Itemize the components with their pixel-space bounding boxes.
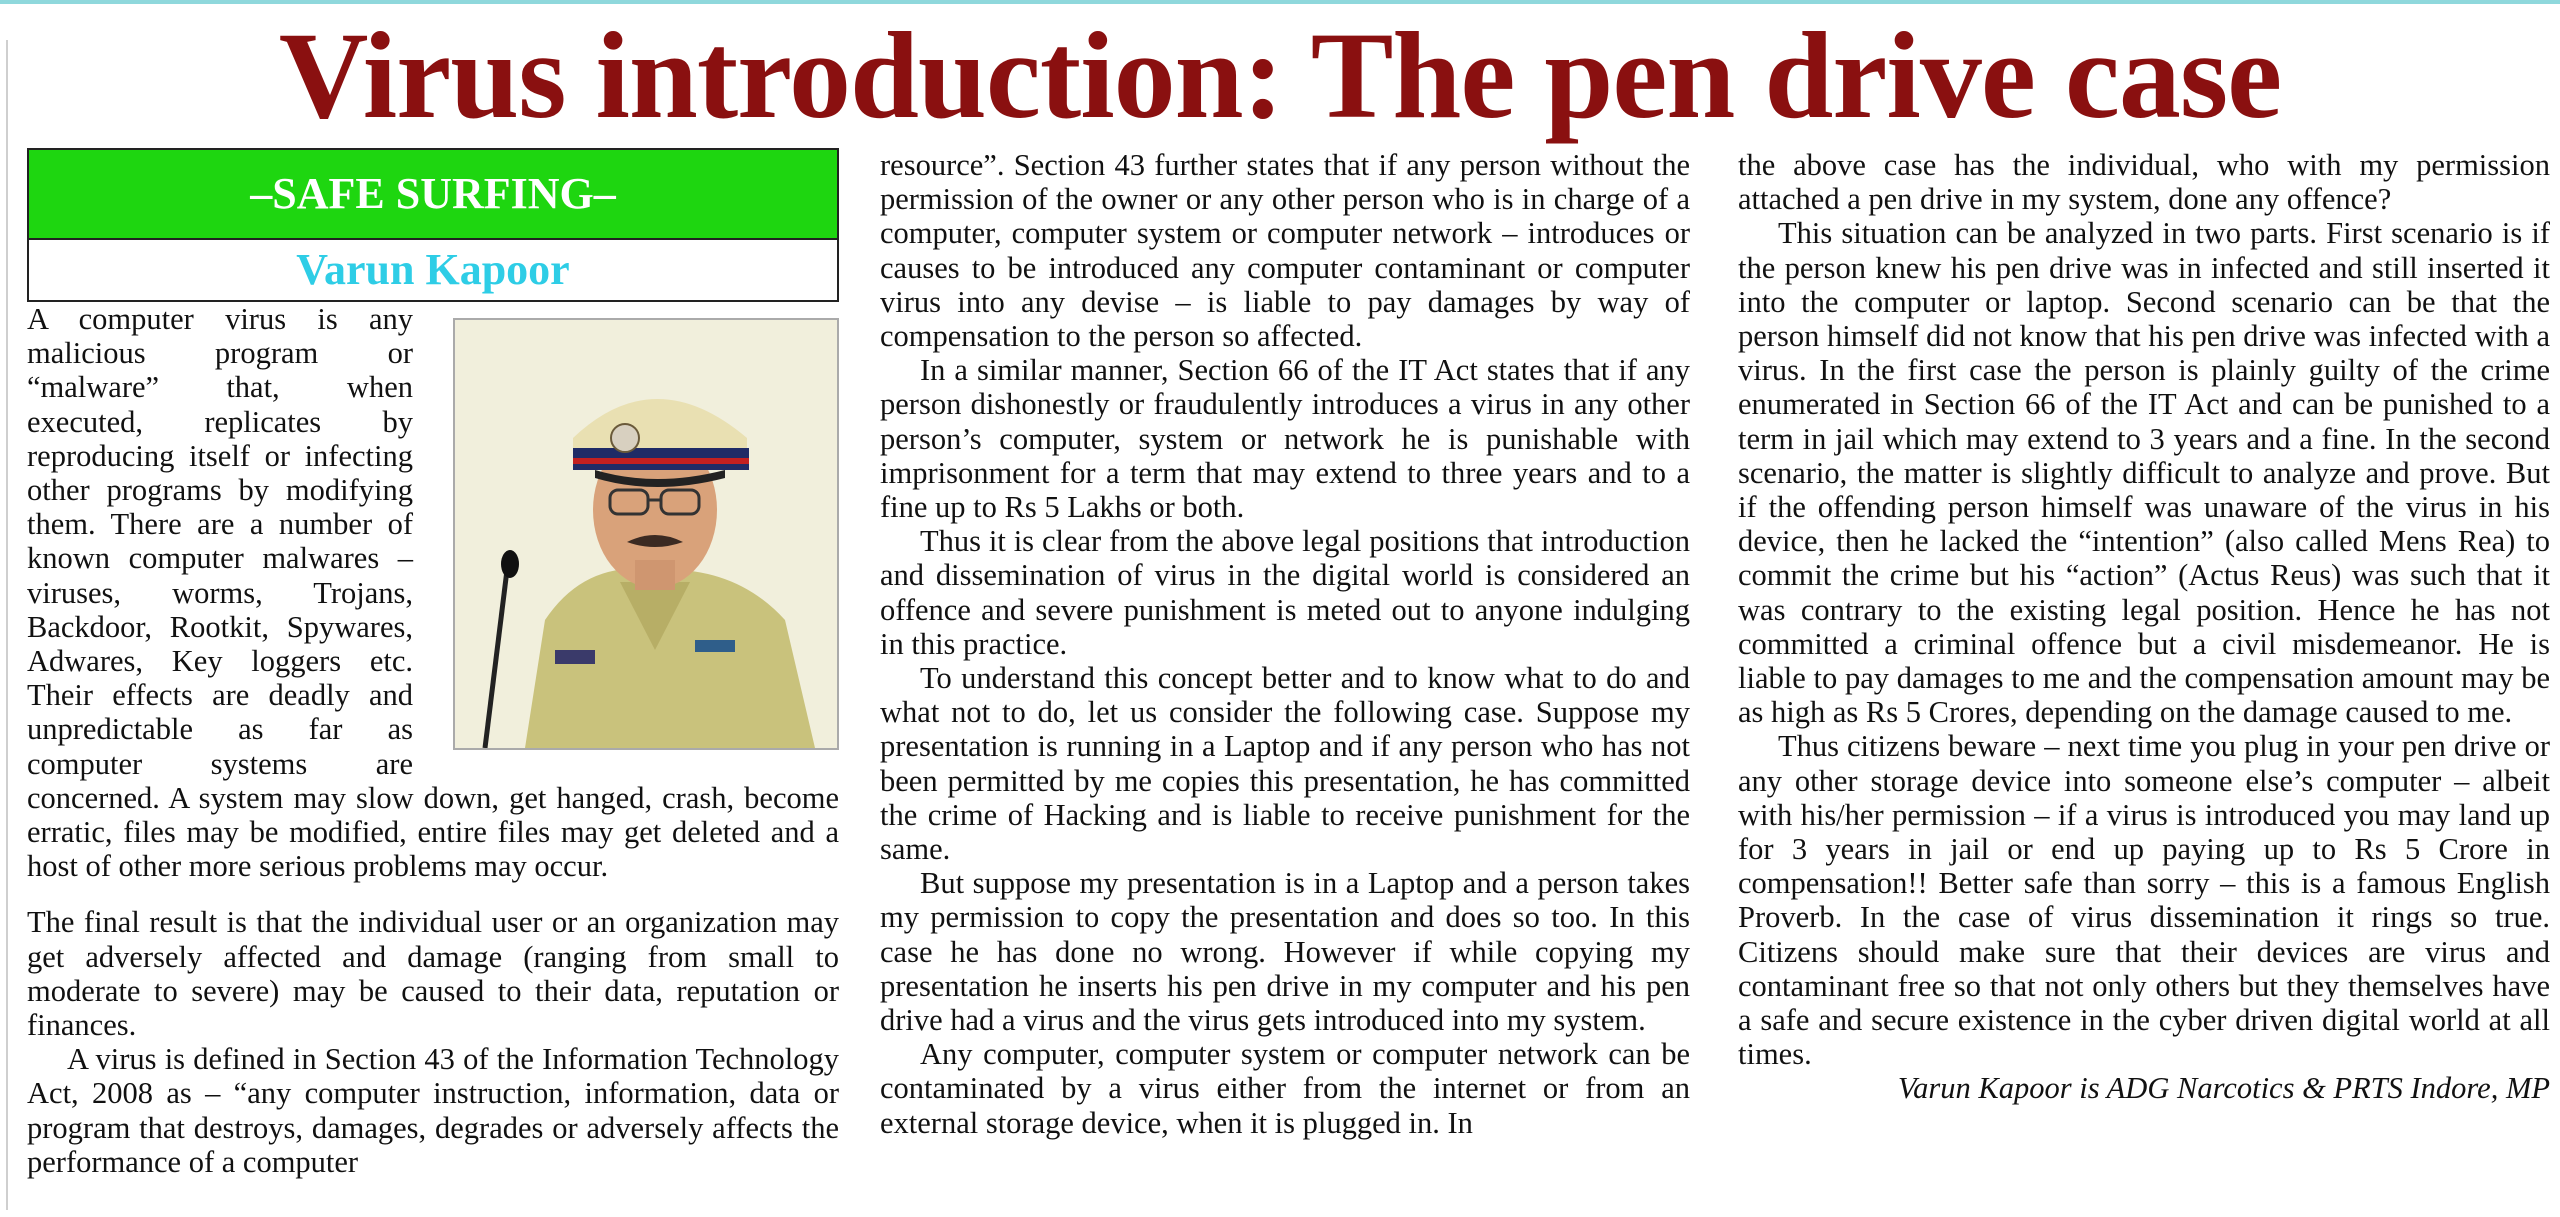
col1-paragraph-3: A virus is defined in Section 43 of the Information Technology Act, 2008 as – “any computer instruction, information, data or program that destroys, damages, degrades or adversely affects the performance of a computer (27, 1042, 839, 1179)
col2-paragraph-1: resource”. Section 43 further states that if any person without the permission of the owner or any other person who is in charge of a computer, computer system or computer network – introduces or causes to be introduced any computer contaminant or computer virus into any devise – is liable to pay damages by way of compensation to the person so affected. (880, 148, 1690, 354)
col2-paragraph-5: But suppose my presentation is in a Laptop and a person takes my permission to copy the presentation and does so too. In this case he has done no wrong. However if while copying my presentation he inserts his pen drive in my computer and his pen drive had a virus and the virus gets introduced into my system. (880, 866, 1690, 1038)
paragraph-spacer (27, 883, 839, 905)
col2-paragraph-2: In a similar manner, Section 66 of the IT Act states that if any person dishonestly or fraudulently introduces a virus in any other person’s computer, system or network he is punishable with imprisonment for a term that may extend to three years and to a fine up to Rs 5 Lakhs or both. (880, 353, 1690, 525)
column-title-box (27, 148, 839, 302)
article-column-1 (27, 148, 839, 1214)
author-photo (453, 318, 839, 750)
article-headline: Virus introduction: The pen drive case (278, 7, 2282, 144)
col1-paragraph-1: A computer virus is any malicious program or “malware” that, when executed, replicates by reproducing itself or infecting other programs by modifying them. There are a number of known computer malwares – viruses, worms, Trojans, Backdoor, Rootkit, Spywares, Adwares, Key loggers etc. Their effects are deadly and unpredictable as far as computer systems are concerned. A system may slow down, get hanged, crash, become erratic, files may be modified, entire files may get deleted and a host of other more serious problems may occur. (27, 302, 839, 884)
column-name-banner: –SAFE SURFING– (29, 150, 837, 240)
col3-paragraph-3: Thus citizens beware – next time you plug in your pen drive or any other storage device into someone else’s computer – albeit with his/her permission – if a virus is introduced you may land up for 3 years in jail or end up paying up to Rs 5 Crore in compensation!! Better safe than sorry – this is a famous English Proverb. In the case of virus dissemination it rings so true. Citizens should make sure that their devices are virus and contaminant free so that not only others but they themselves have a safe and secure existence in the cyber driven digital world at all times. (1738, 729, 2550, 1072)
col3-paragraph-2: This situation can be analyzed in two parts. First scenario is if the person knew his pen drive was in infected and still inserted it into the computer or laptop. Second scenario can be that the person himself did not know that his pen drive was infected with a virus. In the first case the person is plainly guilty of the crime enumerated in Section 66 of the IT Act and can be punished to a term in jail which may extend to 3 years and a fine. In the second scenario, the matter is slightly difficult to analyze and prove. But if the offending person himself was unaware of the virus in his device, then he lacked the “intention” (also called Mens Rea) to commit the crime but his “action” (Actus Reus) was such that it was contrary to the existing legal position. Hence he has not committed a criminal offence but a civil misdemeanor. He is liable to pay damages to me and the compensation amount may be as high as Rs 5 Crores, depending on the damage caused to me. (1738, 216, 2550, 730)
left-border-rule (6, 40, 8, 1210)
col2-paragraph-6: Any computer, computer system or computer network can be contaminated by a virus either from the internet or from an external storage device, when it is plugged in. In (880, 1037, 1690, 1140)
author-portrait-image (455, 320, 837, 748)
col2-paragraph-3: Thus it is clear from the above legal positions that introduction and dissemination of virus in the digital world is considered an offence and severe punishment is meted out to anyone indulging in this practice. (880, 524, 1690, 661)
col3-paragraph-1: the above case has the individual, who with my permission attached a pen drive in my system, done any offence? (1738, 148, 2550, 217)
author-name: Varun Kapoor (296, 245, 570, 294)
article-column-3 (1738, 148, 2550, 1214)
col1-paragraph-2: The final result is that the individual user or an organization may get adversely affected and damage (ranging from small to moderate to severe) may be caused to their data, reputation or finances. (27, 905, 839, 1043)
author-byline: Varun Kapoor is ADG Narcotics & PRTS Indore, MP (1897, 1071, 2550, 1106)
col2-paragraph-4: To understand this concept better and to know what to do and what not to do, let us consider the following case. Suppose my presentation is running in a Laptop and if any person who has not been permitted by me copies this presentation, he has committed the crime of Hacking and is liable to receive punishment for the same. (880, 661, 1690, 867)
article-column-2 (880, 148, 1690, 1214)
